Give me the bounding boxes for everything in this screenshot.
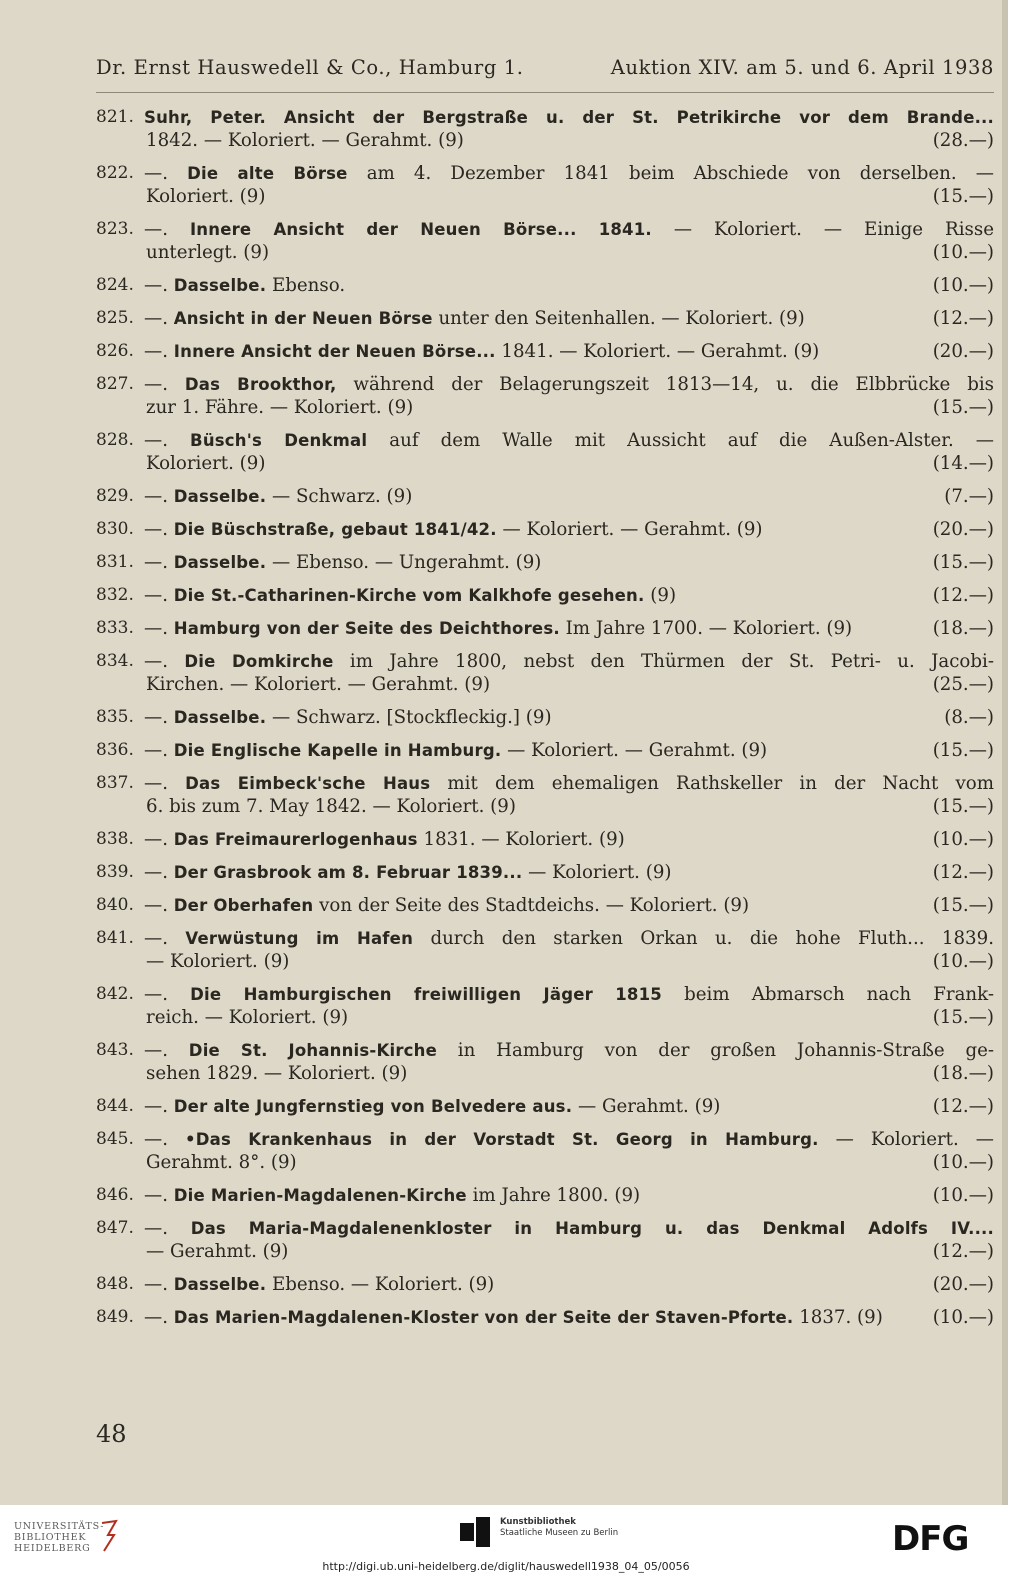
catalog-entry (96, 1128, 994, 1174)
entry-number: 830. (96, 519, 134, 539)
entry-price: (20.—) (932, 341, 994, 362)
entry-price: (10.—) (932, 1307, 994, 1328)
entry-number: 833. (96, 618, 134, 638)
entry-text (144, 1184, 927, 1207)
entry-ditto-dash: —. (144, 740, 168, 761)
catalog-entry (96, 307, 994, 330)
entry-description: (9) (650, 585, 677, 606)
entry-number: 821. (96, 107, 134, 127)
entry-first-line (96, 373, 994, 396)
entry-text (144, 518, 927, 541)
catalog-entry (96, 340, 994, 363)
entry-number: 840. (96, 895, 134, 915)
catalog-entry (96, 983, 994, 1029)
entry-second-line (96, 1006, 994, 1029)
catalog-entry (96, 429, 994, 475)
entry-description: — Koloriert. (9) (528, 862, 672, 883)
entry-text (144, 485, 938, 508)
entry-title: Die Englische Kapelle in Hamburg. (173, 741, 502, 760)
catalog-entry (96, 927, 994, 973)
entry-ditto-dash: —. (144, 1129, 168, 1150)
entry-number: 835. (96, 707, 134, 727)
entry-text (144, 584, 927, 607)
entry-second-line (96, 950, 994, 973)
entry-first-line (96, 106, 994, 129)
entry-ditto-dash: —. (144, 486, 168, 507)
entry-text (144, 429, 994, 452)
entry-second-line (96, 241, 994, 264)
entry-title: Dasselbe. (173, 553, 267, 572)
entry-ditto-dash: —. (144, 651, 168, 672)
entry-title: Die Domkirche (184, 652, 334, 671)
entry-title: Innere Ansicht der Neuen Börse... 1841. (189, 220, 652, 239)
catalog-entries (96, 106, 994, 1339)
entry-description: in Hamburg von der großen Johannis-Straße ge- (457, 1040, 994, 1061)
entry-price: (10.—) (932, 275, 994, 296)
uni-logo-line1: UNIVERSITÄTS- (14, 1521, 105, 1532)
entry-price: (15.—) (932, 895, 994, 916)
entry-continuation: 6. bis zum 7. May 1842. — Koloriert. (9) (146, 796, 516, 817)
entry-first-line (96, 1273, 994, 1296)
entry-description: von der Seite des Stadtdeichs. — Koloriert. (9) (319, 895, 750, 916)
entry-second-line (96, 1240, 994, 1263)
entry-first-line (96, 1217, 994, 1240)
entry-title: Dasselbe. (173, 487, 267, 506)
entry-continuation: unterlegt. (9) (146, 242, 270, 263)
entry-number: 837. (96, 773, 134, 793)
entry-first-line (96, 340, 994, 363)
entry-text (144, 307, 927, 330)
catalog-entry (96, 739, 994, 762)
entry-second-line (96, 1151, 994, 1174)
entry-first-line (96, 1039, 994, 1062)
entry-description: auf dem Walle mit Aussicht auf die Außen-Alster. — (389, 430, 994, 451)
entry-title: Der alte Jungfernstieg von Belvedere aus. (173, 1097, 573, 1116)
entry-number: 822. (96, 163, 134, 183)
entry-number: 845. (96, 1129, 134, 1149)
kb-subtitle: Staatliche Museen zu Berlin (500, 1528, 619, 1538)
entry-price: (8.—) (944, 707, 994, 728)
entry-text (144, 828, 927, 851)
entry-second-line (96, 673, 994, 696)
header-left: Dr. Ernst Hauswedell & Co., Hamburg 1. (96, 56, 524, 79)
entry-title: Ansicht in der Neuen Börse (173, 309, 433, 328)
entry-ditto-dash: —. (144, 308, 168, 329)
entry-ditto-dash: —. (144, 275, 168, 296)
catalog-entry (96, 706, 994, 729)
entry-title: Das Freimaurerlogenhaus (173, 830, 418, 849)
entry-title: Hamburg von der Seite des Deichthores. (173, 619, 560, 638)
entry-ditto-dash: —. (144, 519, 168, 540)
entry-second-line (96, 795, 994, 818)
entry-text (144, 617, 927, 640)
entry-first-line (96, 894, 994, 917)
entry-text (144, 650, 994, 673)
entry-number: 826. (96, 341, 134, 361)
entry-title: Die Büschstraße, gebaut 1841/42. (173, 520, 497, 539)
entry-ditto-dash: —. (144, 1040, 168, 1061)
entry-price: (10.—) (932, 1185, 994, 1206)
entry-first-line (96, 1306, 994, 1329)
entry-price: (18.—) (932, 1063, 994, 1084)
entry-ditto-dash: —. (144, 707, 168, 728)
entry-first-line (96, 706, 994, 729)
catalog-entry (96, 584, 994, 607)
entry-number: 843. (96, 1040, 134, 1060)
entry-description: — Koloriert. — Gerahmt. (9) (502, 519, 763, 540)
catalog-entry (96, 274, 994, 297)
entry-first-line (96, 162, 994, 185)
entry-price: (15.—) (932, 796, 994, 817)
kb-name: Kunstbibliothek (500, 1517, 576, 1527)
entry-description: 1831. — Koloriert. (9) (423, 829, 625, 850)
entry-number: 827. (96, 374, 134, 394)
university-library-logo (14, 1521, 104, 1554)
entry-first-line (96, 739, 994, 762)
entry-number: 832. (96, 585, 134, 605)
entry-title: Das Eimbeck'sche Haus (185, 774, 431, 793)
entry-continuation: sehen 1829. — Koloriert. (9) (146, 1063, 408, 1084)
entry-continuation: Kirchen. — Koloriert. — Gerahmt. (9) (146, 674, 491, 695)
entry-title: Suhr, Peter. Ansicht der Bergstraße u. der St. Petrikirche vor dem Brande... (144, 108, 994, 127)
entry-number: 846. (96, 1185, 134, 1205)
entry-text (144, 373, 994, 396)
entry-price: (15.—) (932, 740, 994, 761)
entry-price: (25.—) (932, 674, 994, 695)
entry-first-line (96, 1095, 994, 1118)
entry-title: Das Marien-Magdalenen-Kloster von der Seite der Staven-Pforte. (173, 1308, 794, 1327)
entry-first-line (96, 828, 994, 851)
entry-ditto-dash: —. (144, 1185, 168, 1206)
catalog-entry (96, 518, 994, 541)
entry-continuation: Gerahmt. 8°. (9) (146, 1152, 297, 1173)
entry-title: Der Grasbrook am 8. Februar 1839... (173, 863, 523, 882)
entry-description: — Koloriert. — Einige Risse (673, 219, 994, 240)
entry-description: im Jahre 1800, nebst den Thürmen der St. Petri- u. Jacobi- (349, 651, 994, 672)
entry-first-line (96, 617, 994, 640)
entry-title: Die Marien-Magdalenen-Kirche (173, 1186, 467, 1205)
entry-price: (18.—) (932, 618, 994, 639)
entry-description: unter den Seitenhallen. — Koloriert. (9) (438, 308, 805, 329)
entry-continuation: Koloriert. (9) (146, 186, 266, 207)
entry-ditto-dash: —. (144, 374, 168, 395)
entry-text (144, 927, 994, 950)
catalog-entry (96, 1039, 994, 1085)
entry-text (144, 340, 927, 363)
entry-text (144, 274, 927, 297)
entry-title: Das Brookthor, (184, 375, 337, 394)
catalog-entry (96, 861, 994, 884)
entry-ditto-dash: —. (144, 984, 168, 1005)
entry-number: 834. (96, 651, 134, 671)
entry-title: Dasselbe. (173, 1275, 267, 1294)
entry-ditto-dash: —. (144, 829, 168, 850)
entry-text (144, 772, 994, 795)
entry-text (144, 983, 994, 1006)
entry-description: — Koloriert. — Gerahmt. (9) (507, 740, 768, 761)
entry-first-line (96, 274, 994, 297)
catalog-entry (96, 772, 994, 818)
entry-ditto-dash: —. (144, 219, 168, 240)
entry-description: 1841. — Koloriert. — Gerahmt. (9) (501, 341, 820, 362)
entry-number: 839. (96, 862, 134, 882)
catalog-entry (96, 894, 994, 917)
entry-ditto-dash: —. (144, 618, 168, 639)
entry-number: 823. (96, 219, 134, 239)
entry-price: (12.—) (932, 1241, 994, 1262)
entry-ditto-dash: —. (144, 1218, 168, 1239)
entry-text (144, 739, 927, 762)
entry-price: (28.—) (932, 130, 994, 151)
entry-first-line (96, 551, 994, 574)
entry-title: Der Oberhafen (173, 896, 314, 915)
header-right: Auktion XIV. am 5. und 6. April 1938 (610, 56, 994, 79)
entry-description: Ebenso. (271, 275, 346, 296)
entry-ditto-dash: —. (144, 773, 168, 794)
entry-first-line (96, 429, 994, 452)
catalog-entry (96, 1184, 994, 1207)
catalog-entry (96, 1217, 994, 1263)
entry-title: Verwüstung im Hafen (185, 929, 414, 948)
entry-ditto-dash: —. (144, 895, 168, 916)
entry-second-line (96, 129, 994, 152)
entry-description: — Gerahmt. (9) (577, 1096, 721, 1117)
entry-description: — Ebenso. — Ungerahmt. (9) (271, 552, 542, 573)
entry-first-line (96, 518, 994, 541)
entry-description: — Schwarz. (9) (271, 486, 413, 507)
university-emblem-icon (98, 1519, 120, 1553)
entry-text (144, 1217, 994, 1240)
entry-price: (15.—) (932, 1007, 994, 1028)
header-rule (96, 92, 994, 93)
kunstbibliothek-text (500, 1517, 618, 1539)
entry-description: im Jahre 1800. (9) (472, 1185, 641, 1206)
catalog-entry (96, 650, 994, 696)
catalog-entry (96, 1306, 994, 1329)
entry-text (144, 1128, 994, 1151)
catalog-entry (96, 106, 994, 152)
entry-price: (10.—) (932, 829, 994, 850)
entry-text (144, 861, 927, 884)
entry-price: (10.—) (932, 951, 994, 972)
entry-second-line (96, 1062, 994, 1085)
dfg-logo: DFG (892, 1519, 969, 1559)
entry-title: Die Hamburgischen freiwilligen Jäger 1815 (190, 985, 662, 1004)
entry-ditto-dash: —. (144, 1307, 168, 1328)
entry-price: (15.—) (932, 186, 994, 207)
entry-second-line (96, 452, 994, 475)
entry-number: 824. (96, 275, 134, 295)
entry-number: 842. (96, 984, 134, 1004)
entry-description: am 4. Dezember 1841 beim Abschiede von derselben. — (366, 163, 994, 184)
entry-price: (12.—) (932, 308, 994, 329)
entry-first-line (96, 307, 994, 330)
entry-continuation: reich. — Koloriert. (9) (146, 1007, 349, 1028)
entry-ditto-dash: —. (144, 430, 168, 451)
page-number: 48 (96, 1420, 127, 1448)
catalog-entry (96, 1095, 994, 1118)
entry-ditto-dash: —. (144, 1096, 168, 1117)
kunstbibliothek-logo-icon (460, 1517, 492, 1547)
entry-text (144, 706, 938, 729)
entry-first-line (96, 1128, 994, 1151)
entry-price: (12.—) (932, 862, 994, 883)
entry-first-line (96, 650, 994, 673)
entry-continuation: — Koloriert. (9) (146, 951, 290, 972)
catalog-entry (96, 485, 994, 508)
entry-number: 829. (96, 486, 134, 506)
entry-continuation: zur 1. Fähre. — Koloriert. (9) (146, 397, 414, 418)
entry-description: Ebenso. — Koloriert. (9) (271, 1274, 495, 1295)
entry-ditto-dash: —. (144, 552, 168, 573)
entry-number: 844. (96, 1096, 134, 1116)
entry-price: (10.—) (932, 1152, 994, 1173)
entry-description: während der Belagerungszeit 1813—14, u. die Elbbrücke bis (353, 374, 994, 395)
entry-title: •Das Krankenhaus in der Vorstadt St. Georg in Hamburg. (185, 1130, 819, 1149)
entry-description: durch den starken Orkan u. die hohe Fluth... 1839. (430, 928, 994, 949)
entry-number: 841. (96, 928, 134, 948)
entry-title: Die alte Börse (187, 164, 348, 183)
entry-continuation: — Gerahmt. (9) (146, 1241, 289, 1262)
entry-title: Dasselbe. (173, 708, 267, 727)
entry-title: Die St. Johannis-Kirche (188, 1041, 437, 1060)
entry-price: (20.—) (932, 1274, 994, 1295)
catalog-entry (96, 617, 994, 640)
entry-text (144, 106, 994, 129)
entry-ditto-dash: —. (144, 163, 168, 184)
catalog-entry (96, 1273, 994, 1296)
entry-description: 1837. (9) (799, 1307, 883, 1328)
entry-number: 838. (96, 829, 134, 849)
entry-ditto-dash: —. (144, 341, 168, 362)
entry-first-line (96, 584, 994, 607)
entry-number: 849. (96, 1307, 134, 1327)
entry-description: beim Abmarsch nach Frank- (684, 984, 994, 1005)
entry-text (144, 1095, 927, 1118)
entry-continuation: Koloriert. (9) (146, 453, 266, 474)
entry-title: Die St.-Catharinen-Kirche vom Kalkhofe gesehen. (173, 586, 645, 605)
entry-ditto-dash: —. (144, 1274, 168, 1295)
catalog-entry (96, 551, 994, 574)
entry-second-line (96, 185, 994, 208)
entry-first-line (96, 861, 994, 884)
catalog-entry (96, 162, 994, 208)
uni-logo-line3: HEIDELBERG (14, 1543, 91, 1554)
entry-price: (14.—) (932, 453, 994, 474)
entry-text (144, 218, 994, 241)
entry-text (144, 1039, 994, 1062)
entry-title: Büsch's Denkmal (190, 431, 368, 450)
entry-first-line (96, 927, 994, 950)
entry-price: (10.—) (932, 242, 994, 263)
entry-first-line (96, 485, 994, 508)
entry-price: (20.—) (932, 519, 994, 540)
entry-number: 825. (96, 308, 134, 328)
entry-description: Im Jahre 1700. — Koloriert. (9) (565, 618, 853, 639)
entry-title: Das Maria-Magdalenenkloster in Hamburg u. das Denkmal Adolfs IV.... (190, 1219, 994, 1238)
uni-logo-line2: BIBLIOTHEK (14, 1532, 87, 1543)
catalog-entry (96, 373, 994, 419)
entry-first-line (96, 983, 994, 1006)
entry-number: 847. (96, 1218, 134, 1238)
entry-first-line (96, 772, 994, 795)
entry-description: — Koloriert. — (835, 1129, 994, 1150)
source-url[interactable]: http://digi.ub.uni-heidelberg.de/diglit/hauswedell1938_04_05/0056 (322, 1560, 690, 1573)
entry-number: 836. (96, 740, 134, 760)
catalog-entry (96, 828, 994, 851)
catalog-entry (96, 218, 994, 264)
entry-text (144, 894, 927, 917)
entry-price: (15.—) (932, 552, 994, 573)
entry-price: (7.—) (944, 486, 994, 507)
entry-title: Dasselbe. (173, 276, 267, 295)
entry-number: 831. (96, 552, 134, 572)
entry-text (144, 162, 994, 185)
entry-text (144, 1273, 927, 1296)
entry-ditto-dash: —. (144, 928, 168, 949)
entry-title: Innere Ansicht der Neuen Börse... (173, 342, 496, 361)
entry-number: 848. (96, 1274, 134, 1294)
entry-description: — Schwarz. [Stockfleckig.] (9) (271, 707, 552, 728)
entry-second-line (96, 396, 994, 419)
entry-text (144, 1306, 927, 1329)
entry-text (144, 551, 927, 574)
entry-first-line (96, 1184, 994, 1207)
running-header (96, 56, 994, 79)
entry-ditto-dash: —. (144, 862, 168, 883)
entry-number: 828. (96, 430, 134, 450)
entry-description: mit dem ehemaligen Rathskeller in der Nacht vom (447, 773, 994, 794)
entry-price: (12.—) (932, 585, 994, 606)
entry-price: (12.—) (932, 1096, 994, 1117)
entry-first-line (96, 218, 994, 241)
entry-continuation: 1842. — Koloriert. — Gerahmt. (9) (146, 130, 464, 151)
entry-price: (15.—) (932, 397, 994, 418)
entry-ditto-dash: —. (144, 585, 168, 606)
